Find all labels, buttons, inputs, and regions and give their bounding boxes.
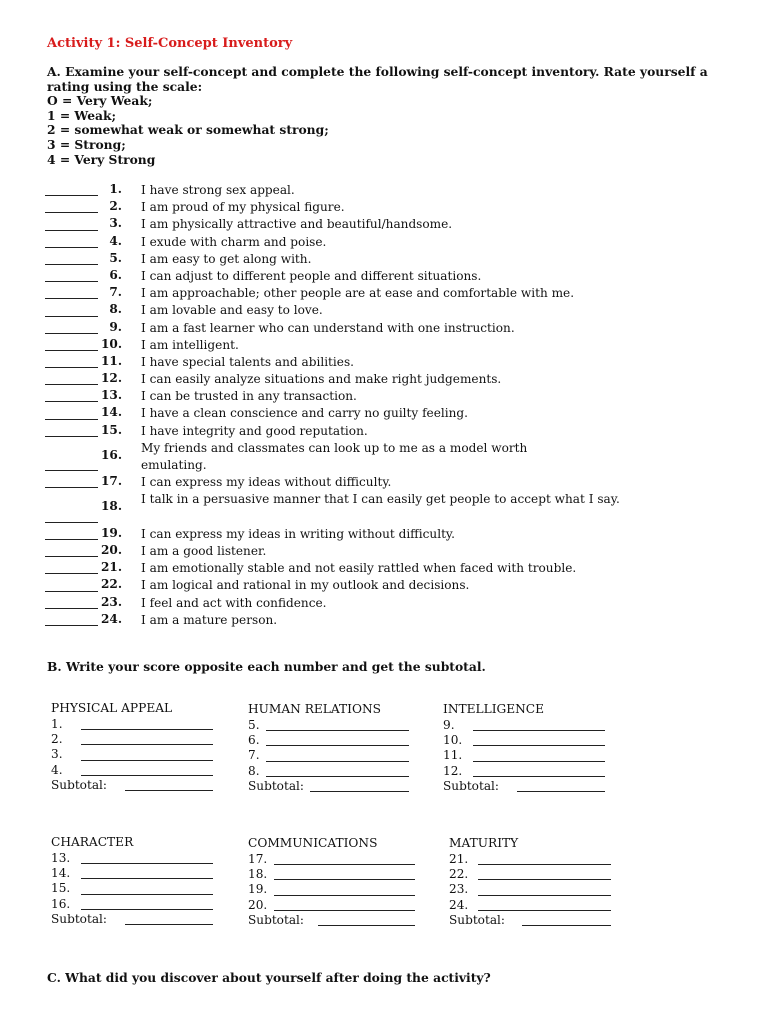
score-row — [248, 718, 381, 733]
rating-blank[interactable] — [45, 333, 98, 334]
subtotal-row — [449, 913, 518, 928]
item-number: 7. — [109, 285, 122, 300]
score-group-title: INTELLIGENCE — [443, 702, 545, 716]
score-blank[interactable] — [81, 909, 213, 910]
inventory-item — [45, 610, 665, 627]
score-number: 2. — [51, 732, 63, 747]
score-blank[interactable] — [81, 775, 213, 776]
score-number: 7. — [248, 748, 260, 763]
item-number: 22. — [101, 577, 123, 592]
score-row — [443, 748, 544, 763]
item-statement: I talk in a persuasive manner that I can easily get people to accept what I say. — [141, 492, 620, 507]
score-blank[interactable] — [274, 864, 415, 865]
rating-blank[interactable] — [45, 367, 98, 368]
rating-blank[interactable] — [45, 608, 98, 609]
inventory-item — [45, 352, 665, 369]
score-blank[interactable] — [81, 760, 213, 761]
score-row — [248, 748, 381, 763]
score-number: 16. — [51, 896, 71, 911]
rating-blank[interactable] — [45, 264, 98, 265]
rating-blank[interactable] — [45, 212, 98, 213]
rating-blank[interactable] — [45, 195, 98, 196]
score-row — [248, 867, 377, 882]
inventory-item — [45, 232, 665, 249]
inventory-item — [45, 283, 665, 300]
score-row — [248, 852, 377, 867]
subtotal-row — [51, 912, 133, 927]
score-group — [248, 702, 381, 794]
item-statement: I am logical and rational in my outlook and decisions. — [141, 578, 470, 593]
scale-2: 2 = somewhat weak or somewhat strong; — [47, 122, 329, 138]
scale-3: 3 = Strong; — [47, 136, 126, 152]
score-number: 20. — [248, 897, 268, 912]
score-group-title: HUMAN RELATIONS — [248, 702, 381, 716]
rating-blank[interactable] — [45, 384, 98, 385]
item-number: 13. — [101, 388, 123, 403]
score-group-title: CHARACTER — [51, 835, 134, 849]
score-number: 3. — [51, 747, 63, 762]
inventory-item — [45, 558, 665, 575]
rating-blank[interactable] — [45, 487, 98, 488]
score-blank[interactable] — [81, 729, 213, 730]
item-number: 21. — [101, 560, 123, 575]
score-blank[interactable] — [478, 864, 611, 865]
item-statement: I can express my ideas in writing without difficulty. — [141, 526, 455, 541]
item-statement: I am a good listener. — [141, 543, 267, 558]
item-number: 11. — [101, 353, 123, 368]
inventory-item — [45, 180, 665, 197]
item-number: 2. — [109, 199, 122, 214]
score-number: 21. — [449, 852, 469, 866]
score-row — [443, 764, 544, 779]
score-blank[interactable] — [274, 895, 415, 896]
inventory-item — [45, 386, 665, 403]
score-row — [51, 717, 172, 732]
score-row — [248, 764, 381, 779]
section-b-instructions: B. Write your score opposite each number and get the subtotal. — [47, 659, 486, 674]
subtotal-label: Subtotal: — [443, 778, 499, 793]
score-row — [248, 733, 381, 748]
rating-blank[interactable] — [45, 230, 98, 231]
subtotal-blank[interactable] — [318, 925, 415, 926]
inventory-item — [45, 421, 665, 438]
inventory-item — [45, 575, 665, 592]
item-number: 10. — [101, 336, 123, 351]
score-number: 13. — [51, 851, 71, 865]
score-number: 1. — [51, 717, 63, 731]
rating-blank[interactable] — [45, 350, 98, 351]
subtotal-label: Subtotal: — [248, 912, 304, 927]
item-number: 19. — [101, 525, 123, 540]
scale-0: O = Very Weak; — [47, 93, 153, 109]
item-number: 20. — [101, 542, 123, 557]
score-row — [248, 898, 377, 913]
score-row — [449, 898, 518, 913]
score-blank[interactable] — [473, 761, 605, 762]
item-statement: I have integrity and good reputation. — [141, 423, 368, 438]
item-statement: I am easy to get along with. — [141, 251, 312, 266]
inventory-item — [45, 489, 665, 523]
item-number: 3. — [109, 216, 122, 231]
score-number: 22. — [449, 867, 469, 882]
rating-blank[interactable] — [45, 419, 98, 420]
item-number: 6. — [109, 267, 122, 282]
inventory-item — [45, 266, 665, 283]
score-blank[interactable] — [473, 776, 605, 777]
subtotal-blank[interactable] — [517, 791, 605, 792]
score-blank[interactable] — [81, 894, 213, 895]
rating-blank[interactable] — [45, 436, 98, 437]
rating-blank[interactable] — [45, 556, 98, 557]
score-group-title: COMMUNICATIONS — [248, 836, 378, 850]
item-number: 15. — [101, 422, 123, 437]
item-statement: I have strong sex appeal. — [141, 183, 295, 197]
score-blank[interactable] — [274, 879, 415, 880]
inventory-item — [45, 541, 665, 558]
rating-blank[interactable] — [45, 539, 98, 540]
item-number: 4. — [109, 233, 122, 248]
rating-blank[interactable] — [45, 522, 98, 523]
score-number: 19. — [248, 882, 268, 897]
score-blank[interactable] — [266, 730, 409, 731]
score-number: 9. — [443, 718, 455, 732]
subtotal-label: Subtotal: — [449, 912, 505, 927]
instructions-line-1: A. Examine your self-concept and complete the following self-concept inventory. Rate yourself a — [47, 64, 708, 79]
score-group — [51, 835, 133, 927]
inventory-item — [45, 403, 665, 420]
score-row — [443, 733, 544, 748]
rating-blank[interactable] — [45, 401, 98, 402]
activity-title: Activity 1: Self-Concept Inventory — [47, 36, 293, 51]
score-row — [248, 882, 377, 897]
score-number: 23. — [449, 882, 469, 897]
subtotal-blank[interactable] — [522, 925, 611, 926]
score-number: 5. — [248, 718, 260, 732]
score-row — [443, 718, 544, 733]
score-number: 6. — [248, 733, 260, 748]
score-blank[interactable] — [266, 761, 409, 762]
scale-1: 1 = Weak; — [47, 107, 117, 123]
subtotal-label: Subtotal: — [248, 778, 304, 793]
inventory-item — [45, 318, 665, 335]
score-row — [449, 852, 518, 867]
inventory-list — [45, 180, 665, 627]
score-blank[interactable] — [81, 744, 213, 745]
score-blank[interactable] — [81, 878, 213, 879]
item-number: 24. — [101, 611, 123, 626]
item-statement: I am intelligent. — [141, 337, 239, 352]
score-group-title: PHYSICAL APPEAL — [51, 701, 173, 715]
subtotal-blank[interactable] — [310, 791, 409, 792]
score-row — [51, 763, 172, 778]
score-row — [51, 897, 133, 912]
score-number: 10. — [443, 733, 463, 748]
score-blank[interactable] — [478, 895, 611, 896]
score-number: 11. — [443, 748, 463, 763]
section-c-question: C. What did you discover about yourself after doing the activity? — [47, 970, 491, 985]
score-number: 12. — [443, 763, 463, 778]
score-blank[interactable] — [81, 863, 213, 864]
instructions — [47, 65, 737, 167]
inventory-item — [45, 249, 665, 266]
score-blank[interactable] — [473, 730, 605, 731]
item-statement: I am approachable; other people are at ease and comfortable with me. — [141, 286, 575, 301]
rating-blank[interactable] — [45, 316, 98, 317]
score-group-title: MATURITY — [449, 836, 519, 850]
rating-blank[interactable] — [45, 591, 98, 592]
item-number: 17. — [101, 474, 123, 489]
subtotal-row — [51, 778, 172, 793]
subtotal-row — [248, 913, 377, 928]
score-group — [51, 701, 172, 793]
score-blank[interactable] — [266, 776, 409, 777]
rating-blank[interactable] — [45, 625, 98, 626]
item-number: 18. — [101, 499, 123, 514]
inventory-item — [45, 335, 665, 352]
inventory-item — [45, 197, 665, 214]
item-number: 8. — [109, 302, 122, 317]
score-blank[interactable] — [478, 879, 611, 880]
score-number: 17. — [248, 852, 268, 866]
score-number: 18. — [248, 867, 268, 882]
item-number: 9. — [109, 319, 122, 334]
score-blank[interactable] — [473, 745, 605, 746]
subtotal-row — [443, 779, 544, 794]
item-number: 16. — [101, 447, 123, 462]
score-number: 8. — [248, 763, 260, 778]
item-number: 1. — [109, 182, 122, 196]
inventory-item — [45, 472, 665, 489]
item-statement: I am physically attractive and beautiful/handsome. — [141, 217, 453, 232]
score-row — [51, 881, 133, 896]
item-statement: I can easily analyze situations and make right judgements. — [141, 372, 502, 387]
item-number: 5. — [109, 250, 122, 265]
inventory-item — [45, 438, 665, 472]
inventory-item — [45, 300, 665, 317]
score-number: 24. — [449, 897, 469, 912]
score-blank[interactable] — [478, 910, 611, 911]
inventory-item — [45, 524, 665, 541]
item-number: 23. — [101, 594, 123, 609]
item-statement: I am emotionally stable and not easily rattled when faced with trouble. — [141, 561, 577, 576]
rating-blank[interactable] — [45, 247, 98, 248]
score-row — [51, 732, 172, 747]
score-number: 4. — [51, 762, 63, 777]
score-blank[interactable] — [266, 745, 409, 746]
item-statement: I feel and act with confidence. — [141, 595, 327, 610]
inventory-item — [45, 214, 665, 231]
score-row — [449, 882, 518, 897]
item-statement: I can express my ideas without difficulty. — [141, 475, 392, 490]
score-number: 14. — [51, 866, 71, 881]
item-statement: My friends and classmates can look up to me as a model worth emulating. — [141, 440, 528, 472]
item-statement: I am proud of my physical figure. — [141, 200, 345, 215]
score-group — [248, 836, 377, 928]
score-group — [443, 702, 544, 794]
inventory-item — [45, 593, 665, 610]
score-number: 15. — [51, 881, 71, 896]
subtotal-blank[interactable] — [125, 790, 213, 791]
rating-blank[interactable] — [45, 470, 98, 471]
item-statement: I have a clean conscience and carry no guilty feeling. — [141, 406, 468, 421]
item-statement: I can be trusted in any transaction. — [141, 389, 357, 404]
item-statement: I have special talents and abilities. — [141, 354, 354, 369]
subtotal-label: Subtotal: — [51, 911, 107, 926]
score-group — [449, 836, 518, 928]
item-statement: I exude with charm and poise. — [141, 234, 327, 249]
subtotal-label: Subtotal: — [51, 777, 107, 792]
instructions-line-2: rating using the scale: — [47, 78, 203, 94]
rating-blank[interactable] — [45, 281, 98, 282]
item-statement: I am lovable and easy to love. — [141, 303, 323, 318]
score-row — [449, 867, 518, 882]
subtotal-blank[interactable] — [125, 924, 213, 925]
inventory-item — [45, 369, 665, 386]
score-blank[interactable] — [274, 910, 415, 911]
item-statement: I am a mature person. — [141, 612, 278, 627]
scale-4: 4 = Very Strong — [47, 151, 156, 167]
subtotal-row — [248, 779, 381, 794]
score-row — [51, 851, 133, 866]
rating-blank[interactable] — [45, 298, 98, 299]
item-number: 12. — [101, 371, 123, 386]
item-number: 14. — [101, 405, 123, 420]
item-statement: I am a fast learner who can understand with one instruction. — [141, 320, 515, 335]
rating-blank[interactable] — [45, 573, 98, 574]
item-statement: I can adjust to different people and different situations. — [141, 268, 482, 283]
score-row — [51, 866, 133, 881]
score-row — [51, 747, 172, 762]
